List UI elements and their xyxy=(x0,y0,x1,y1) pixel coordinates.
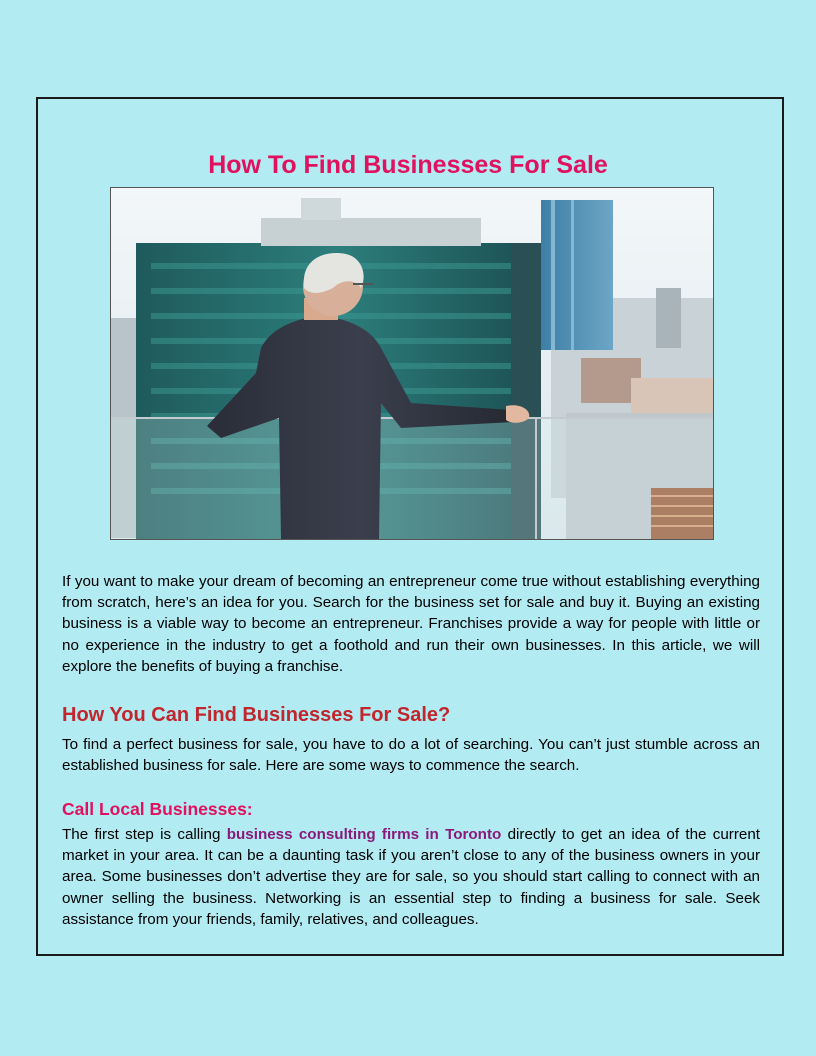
section-paragraph-call-local xyxy=(62,824,760,930)
paragraph-text-before-link: The first step is calling xyxy=(62,826,227,843)
subheading-call-local-businesses: Call Local Businesses: xyxy=(62,799,253,819)
page-title: How To Find Businesses For Sale xyxy=(208,151,608,179)
business-consulting-link[interactable]: business consulting firms in Toronto xyxy=(226,826,502,843)
paragraph-text-after-link: directly to get an idea of the current market in your area. It can be a daunting task if you aren’t close to any of the business owners in your area. Some businesses don’t advertise they are for sale, so you should start calling to connect with an owner selling the business. Networking is an essential step to finding a business for sale. Seek assistance from your friends, family, relatives, and colleagues. xyxy=(62,826,761,928)
section-paragraph-find-businesses: To find a perfect business for sale, you have to do a lot of searching. You can’t just stumble across an established business for sale. Here are some ways to commence the search. xyxy=(62,736,760,775)
intro-paragraph: If you want to make your dream of becoming an entrepreneur come true without establishing everything from scratch, here’s an idea for you. Search for the business set for sale and buy it. Buying an existing business is a viable way to become an entrepreneur. Franchises provide a way for people with little or no experience in the industry to get a foothold and run their own businesses. In this article, we will explore the benefits of buying a franchise. xyxy=(62,573,760,675)
section-heading-find-businesses: How You Can Find Businesses For Sale? xyxy=(62,704,451,726)
businessman-city-photo xyxy=(110,187,714,540)
